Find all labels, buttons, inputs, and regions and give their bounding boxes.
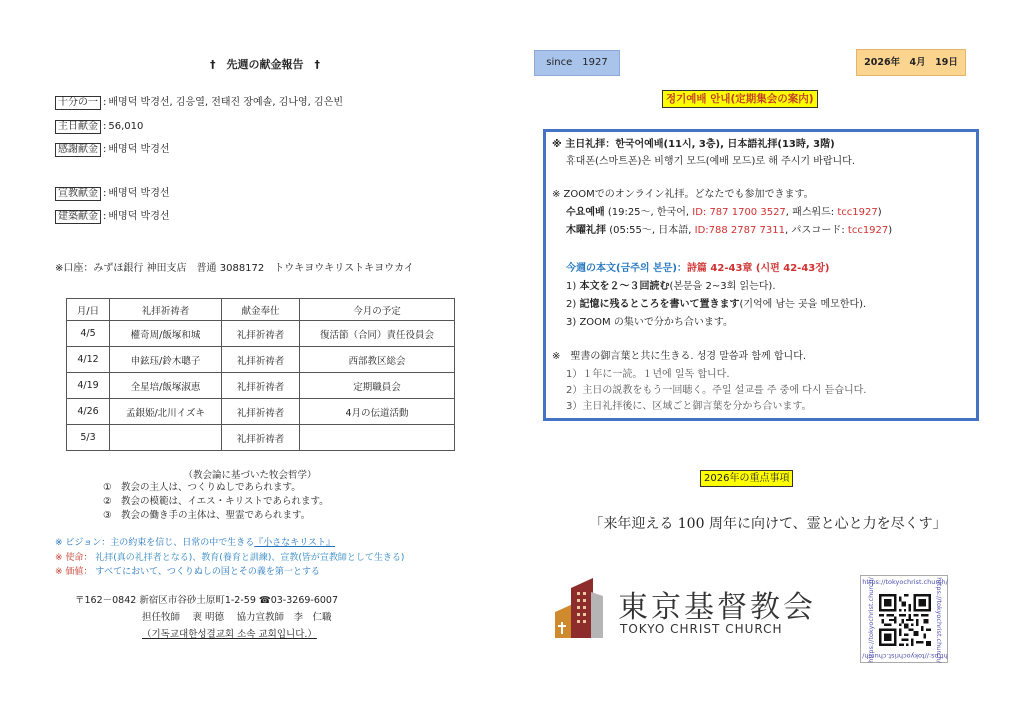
table-cell: 礼拝祈祷者: [222, 373, 300, 399]
step-emphasis: 本文を２～３回読む: [579, 281, 670, 292]
date-badge: 2026年 4月 19日: [856, 49, 966, 76]
offering-row-mission: [55, 187, 170, 201]
offering-label: 宣教献金: [55, 187, 101, 201]
thursday-zoom-password: tcc1927: [847, 225, 889, 236]
table-cell: 復活節（合同）責任役員会: [300, 321, 455, 347]
offering-separator: :: [103, 188, 107, 199]
pastors-line: 担任牧師 裵 明德 協力宣教師 李 仁職: [142, 612, 332, 623]
qr-code-icon[interactable]: [879, 594, 931, 646]
table-cell: 礼拝祈祷者: [222, 399, 300, 425]
vision-text: ※ ビジョン：主の約束を信じ、日常の中で生きる: [55, 538, 255, 548]
qr-url-right: https://tokyochrist.church/: [935, 577, 943, 663]
offering-value: 56,010: [108, 121, 144, 132]
thursday-pw-label: , パスコード:: [785, 225, 848, 236]
table-cell: 4/5: [67, 321, 110, 347]
wednesday-detail: (19:25～, 한국어,: [607, 207, 693, 218]
schedule-table: [66, 298, 455, 451]
table-cell: 西部教区総会: [300, 347, 455, 373]
priority-title: 2026年の重点事項: [700, 470, 793, 487]
offering-label: 感謝献金: [55, 143, 101, 157]
offering-report-title: † 先週の献金報告 †: [210, 58, 320, 71]
service-guide-title: 정기예배 안내(定期集会の案内): [662, 90, 818, 108]
offering-label: 十分の一: [55, 96, 101, 110]
sunday-worship-times: ※ 主日礼拝：한국어예배(11시, 3층), 日本語礼拝(13時, 3階): [552, 139, 835, 150]
step-item: 3) ZOOM の集いで分かち合います。: [566, 317, 734, 328]
offering-value: 배명덕 박경선: [108, 188, 170, 199]
bank-account: ※口座：みずほ銀行 神田支店 普通 3088172 トウキヨウキリストキヨウカイ: [55, 263, 414, 274]
table-cell: 礼拝祈祷者: [222, 347, 300, 373]
philosophy-item: ② 教会の模範は、イエス・キリストであられます。: [103, 496, 329, 507]
offering-separator: :: [103, 211, 107, 222]
offering-separator: :: [103, 144, 107, 155]
thursday-label: 木曜礼拝: [566, 225, 606, 236]
thursday-detail: (05:55～, 日本語,: [609, 225, 695, 236]
word-item: 3）主日礼拝後に、区域ごと御言葉を分かち合います。: [566, 401, 812, 412]
column-header: 今月の予定: [300, 299, 455, 321]
wednesday-zoom-password: tcc1927: [837, 207, 878, 218]
table-cell: 4/19: [67, 373, 110, 399]
value-label: ※ 価値：: [55, 567, 93, 577]
value-text: すべてにおいて、つくりぬしの国とその義を第一とする: [95, 567, 320, 577]
weekly-text-label: 今週の本文(금주의 본문)：: [566, 263, 687, 274]
offering-value: 배명덕 박경선, 김응열, 전태진 장예솔, 김나영, 김은빈: [108, 97, 344, 108]
step-item: 2) 記憶に残るところを書いて置きます(기억에 남는 곳을 메모한다).: [566, 299, 867, 310]
qr-code-frame[interactable]: [860, 575, 948, 663]
table-cell: 全星培/飯塚淑恵: [110, 373, 222, 399]
column-header: 献金奉仕: [222, 299, 300, 321]
table-row: [67, 373, 455, 399]
church-logo-icon: [551, 578, 611, 638]
offering-value: 배명덕 박경선: [108, 211, 170, 222]
wednesday-service: [566, 206, 882, 220]
table-cell: 孟銀姫/北川イズキ: [110, 399, 222, 425]
weekly-text-reference: 詩篇 42-43章 (시편 42-43장): [686, 263, 830, 274]
offering-value: 배명덕 박경선: [108, 144, 170, 155]
thursday-close: ): [888, 225, 893, 236]
wednesday-label: 수요예배: [566, 207, 605, 218]
qr-url-top: https://tokyochrist.church/: [862, 578, 948, 586]
offering-separator: :: [103, 121, 107, 132]
value-line: [55, 566, 320, 579]
offering-row-sunday: [55, 120, 143, 134]
table-cell: 礼拝祈祷者: [222, 321, 300, 347]
offering-row-tithe: [55, 96, 343, 110]
word-item: 1）１年に一読。１년에 일독 합니다.: [566, 369, 730, 380]
qr-url-left: https://tokyochrist.church/: [867, 577, 875, 663]
table-header-row: [67, 299, 455, 321]
zoom-intro: ※ ZOOMでのオンライン礼拝。どなたでも参加できます。: [552, 189, 814, 200]
table-cell: 權奇周/飯塚和城: [110, 321, 222, 347]
table-cell: 定期職員会: [300, 373, 455, 399]
offering-row-building: [55, 210, 170, 224]
table-cell: [300, 425, 455, 451]
word-item: 2）主日の説教をもう一回聴く。주일 설교를 주 중에 다시 듣습니다.: [566, 385, 867, 396]
since-badge: since 1927: [534, 50, 620, 76]
mission-text: 礼拝(真の礼拝者となる)、教育(養育と訓練)、宣教(皆が宣教師として生きる): [95, 553, 405, 563]
table-cell: 5/3: [67, 425, 110, 451]
offering-row-thanks: [55, 143, 170, 157]
mission-label: ※ 使命：: [55, 553, 93, 563]
table-cell: 4/26: [67, 399, 110, 425]
table-cell: [110, 425, 222, 451]
philosophy-item: ① 教会の主人は、つくりぬしであられます。: [103, 482, 301, 493]
vision-line: [55, 537, 335, 550]
wednesday-pw-label: , 패스워드:: [785, 207, 838, 218]
table-cell: 申鉉珏/鈴木聰子: [110, 347, 222, 373]
thursday-service: [566, 224, 892, 238]
table-cell: 4月の伝道活動: [300, 399, 455, 425]
weekly-text: [566, 262, 829, 276]
mission-line: [55, 552, 404, 565]
step-emphasis: 記憶に残るところを書いて置きます: [579, 299, 740, 310]
wednesday-close: ): [877, 207, 882, 218]
thursday-zoom-id: ID:788 2787 7311: [694, 225, 785, 236]
column-header: 礼拝祈祷者: [110, 299, 222, 321]
qr-url-bottom: https://tokyochrist.church/: [862, 652, 948, 660]
table-row: [67, 347, 455, 373]
offering-label: 建築献金: [55, 210, 101, 224]
offering-label: 主日献金: [55, 120, 101, 134]
wednesday-zoom-id: ID: 787 1700 3527: [692, 207, 786, 218]
step-item: 1) 本文を２～３回読む(본문을 2~3회 읽는다).: [566, 281, 776, 292]
service-info-box: [543, 129, 979, 421]
church-name-en: TOKYO CHRIST CHURCH: [620, 622, 783, 636]
column-header: 月/日: [67, 299, 110, 321]
denomination-affiliation: （기독교대한성결교회 소속 교회입니다.）: [142, 629, 317, 640]
phone-notice: 휴대폰(스마트폰)은 비행기 모드(예배 모드)로 해 주시기 바랍니다.: [566, 156, 856, 167]
philosophy-header: （教会論に基づいた牧会哲学）: [183, 470, 317, 481]
vision-highlight: 『小さなキリスト』: [254, 538, 336, 548]
church-name-ja: 東京基督教会: [618, 590, 816, 625]
table-row: [67, 321, 455, 347]
table-cell: 礼拝祈祷者: [222, 425, 300, 451]
table-cell: 4/12: [67, 347, 110, 373]
philosophy-item: ③ 教会の働き手の主体は、聖霊であられます。: [103, 510, 311, 521]
table-row: [67, 399, 455, 425]
yearly-motto: 「来年迎える 100 周年に向けて、霊と心と力を尽くす」: [589, 516, 947, 532]
word-title: ※ 聖書の御言葉と共に生きる. 성경 말씀과 함께 합니다.: [552, 351, 807, 362]
offering-separator: :: [103, 97, 107, 108]
church-address: 〒162－0842 新宿区市谷砂土原町1-2-59 ☎03-3269-6007: [75, 595, 339, 606]
table-row: [67, 425, 455, 451]
